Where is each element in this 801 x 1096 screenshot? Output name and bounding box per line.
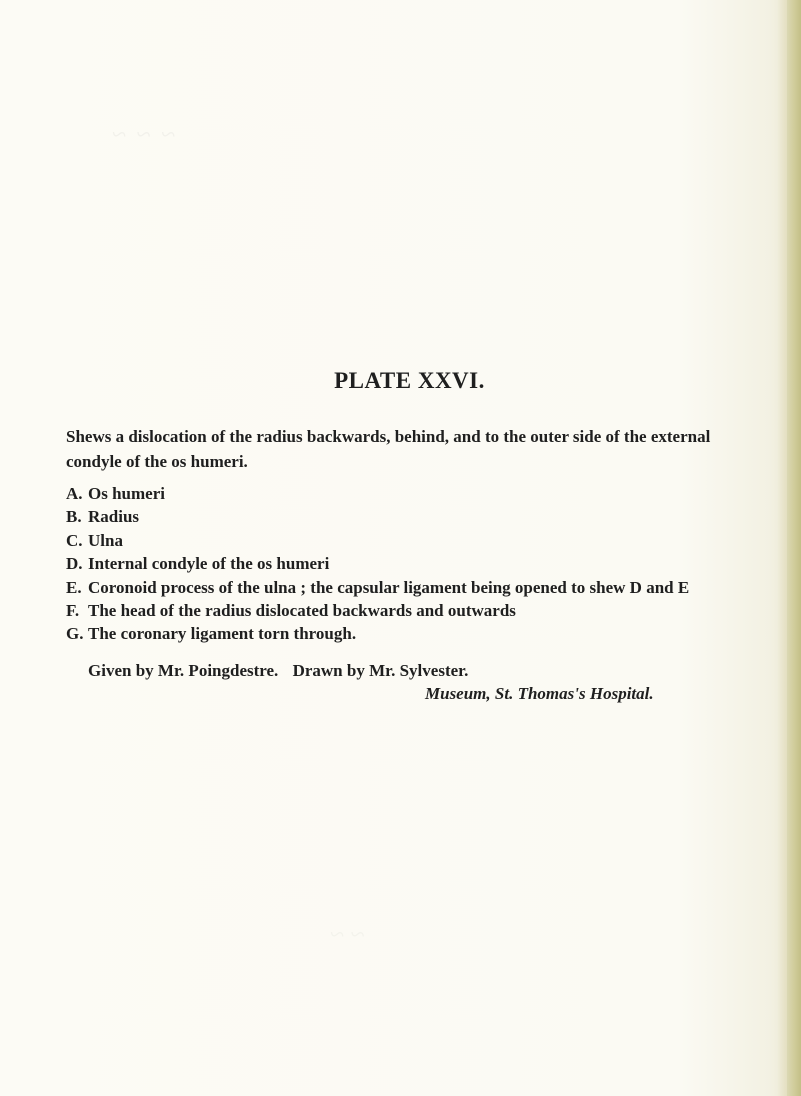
legend-letter: E. (66, 577, 82, 597)
legend-list (66, 482, 726, 646)
legend-text: Internal condyle of the os humeri (88, 554, 330, 574)
given-by-credit: Given by Mr. Poingdestre. (88, 661, 279, 680)
legend-text: The coronary ligament torn through. (88, 624, 357, 644)
page-edge-strip (787, 0, 801, 1096)
legend-text: Radius (88, 507, 140, 527)
legend-item-f (66, 599, 726, 622)
legend-text: The head of the radius dislocated backwards and outwards (88, 601, 516, 621)
show-through-text: ~ ~ ~ (110, 120, 176, 149)
legend-letter: D. (66, 554, 83, 574)
legend-letter: G. (66, 624, 84, 644)
drawn-by-credit: Drawn by Mr. Sylvester. (292, 661, 469, 680)
legend-letter: A. (66, 484, 83, 503)
legend-letter: B. (66, 507, 82, 527)
legend-text: Ulna (88, 530, 123, 550)
plate-title: PLATE XXVI. (334, 368, 485, 393)
legend-item-d (66, 552, 726, 575)
plate-description: Shews a dislocation of the radius backwards, behind, and to the outer side of the external condyle of the os humeri. (66, 427, 711, 471)
credits-line (88, 658, 728, 683)
museum-credit: Museum, St. Thomas's Hospital. (425, 684, 654, 703)
legend-letter: F. (66, 601, 80, 621)
legend-text: Coronoid process of the ulna ; the capsular ligament being opened to shew D and E (88, 577, 690, 597)
legend-item-b (66, 505, 726, 528)
legend-item-c (66, 529, 726, 552)
legend-item-e (66, 576, 726, 599)
legend-item-a (66, 482, 726, 505)
legend-item-g (66, 622, 726, 645)
legend-text: Os humeri (88, 484, 165, 503)
legend-letter: C. (66, 530, 83, 550)
page-edge-shadow (777, 0, 787, 1096)
show-through-text-lower: ~ ~ (330, 920, 365, 949)
